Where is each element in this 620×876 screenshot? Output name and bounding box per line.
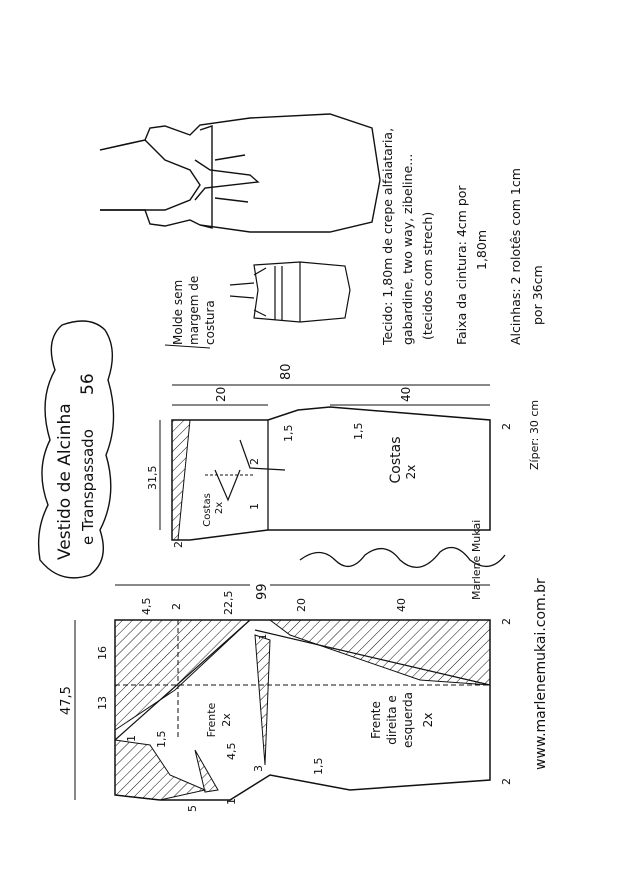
title-line2: e Transpassado: [79, 429, 97, 545]
materials-line6: Alcinhas: 2 rolotês com 1cm: [508, 168, 523, 345]
title-line1: Vestido de Alcinha: [55, 403, 75, 560]
back-piece: [146, 363, 513, 548]
signature-text: Marlene Mukai: [470, 519, 483, 600]
back-label: Costas: [388, 436, 404, 484]
back-dim-top-a: 20: [214, 386, 228, 402]
designer-signature: [300, 520, 505, 600]
front-label3: esquerda: [401, 692, 415, 748]
front-dim-length: 99: [255, 583, 270, 600]
back-count: 2x: [404, 464, 418, 480]
front-dim-c: 22,5: [222, 590, 235, 615]
back-dim-dart-w: 2: [248, 458, 261, 465]
front-dim-e: 40: [395, 598, 408, 612]
front-dim-i: 1,5: [155, 730, 168, 748]
website-text: www.marlenemukai.com.br: [533, 578, 549, 770]
back-dim-top-b: 40: [399, 386, 413, 402]
materials-line2: gabardine, two way, zibeline...: [400, 153, 415, 345]
front-dim-o: 2: [500, 778, 513, 785]
materials-line3: (tecidos com strech): [420, 211, 435, 340]
front-dim-a: 4,5: [140, 597, 153, 615]
front-dim-j: 4,5: [225, 742, 238, 760]
front-label1: Frente: [369, 701, 383, 739]
back-dim-width: 31,5: [146, 465, 159, 490]
note-line1: Molde sem: [171, 279, 185, 345]
back-side-label: Costas: [202, 493, 213, 527]
seam-allowance-note: [165, 276, 217, 348]
back-dim-dart-b: 1: [248, 503, 261, 510]
front-dim-f: 16: [96, 646, 109, 660]
front-side-count: 2x: [220, 713, 233, 727]
front-dim-q: 1: [258, 633, 269, 640]
back-side-count: 2x: [214, 501, 225, 515]
title-size: 56: [78, 373, 98, 395]
pattern-title: [39, 321, 114, 578]
front-label2: direita e: [385, 695, 399, 745]
back-dim-d2: 1,5: [352, 422, 365, 440]
materials-line5: 1,80m: [474, 229, 489, 270]
materials-line1: Tecido: 1,80m de crepe alfaiataria,: [380, 127, 395, 345]
front-dim-g: 13: [96, 696, 109, 710]
dress-illustration-large: [100, 114, 380, 232]
front-dim-n: 1: [225, 798, 238, 805]
front-dim-k: 3: [252, 765, 265, 772]
dress-illustration-small: [230, 262, 350, 322]
title-bubble: [39, 321, 114, 578]
back-dim-length: 80: [279, 363, 294, 380]
materials-list: [380, 128, 545, 346]
back-dim-hem: 2: [500, 423, 513, 430]
materials-line4: Faixa da cintura: 4cm por: [454, 185, 469, 345]
materials-line7: por 36cm: [530, 265, 545, 325]
note-line3: costura: [203, 300, 217, 345]
front-side-label: Frente: [205, 702, 218, 738]
back-dim-corner: 2: [172, 541, 185, 548]
front-dim-m: 5: [186, 805, 199, 812]
front-dim-l: 1,5: [312, 757, 325, 775]
back-dim-d1: 1,5: [282, 424, 295, 442]
zipper-note: Zíper: 30 cm: [528, 399, 541, 470]
front-count: 2x: [421, 712, 435, 728]
front-dim-p: 2: [500, 618, 513, 625]
front-dim-d: 20: [295, 598, 308, 612]
front-dim-h: 1: [125, 735, 138, 742]
note-line2: margem de: [187, 275, 201, 345]
front-dim-width: 47,5: [59, 686, 74, 715]
front-dim-b: 2: [170, 603, 183, 610]
front-piece: [59, 583, 513, 812]
